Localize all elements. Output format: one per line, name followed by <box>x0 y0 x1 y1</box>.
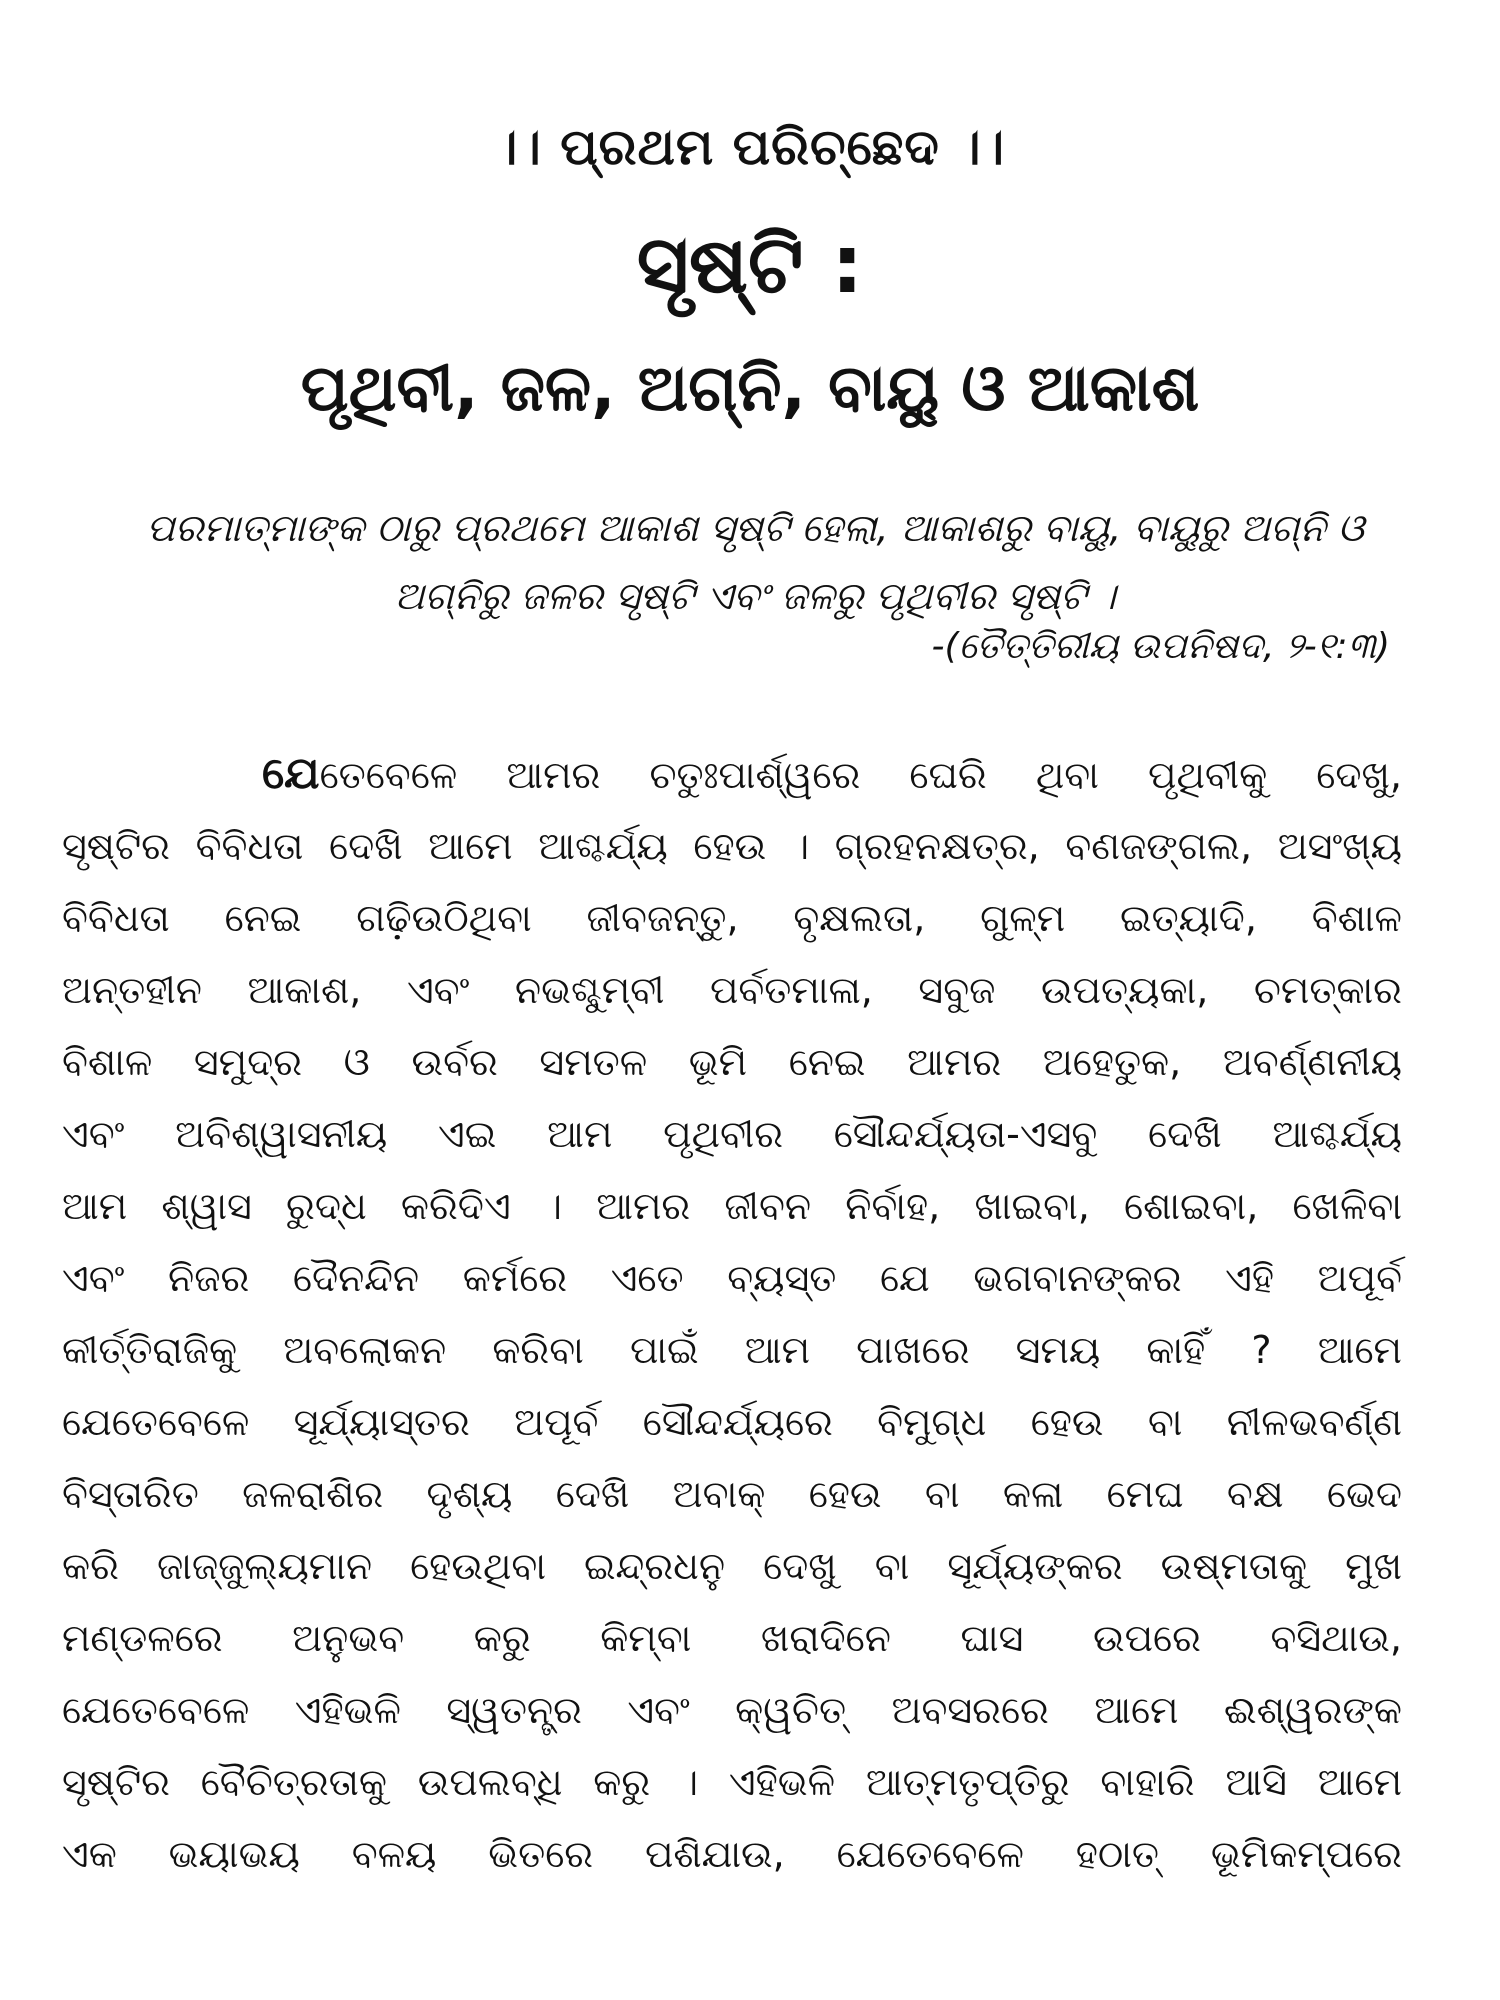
page-title: ସୃଷ୍ଟି : <box>636 218 864 311</box>
paragraph-line: ବିସ୍ତାରିତ ଜଳରାଶିର ଦୃଶ୍ୟ ଦେଖି ଅବାକ୍ ହେଉ ବା କଳା ମେଘ ବକ୍ଷ ଭେଦ <box>62 1472 1402 1516</box>
paragraph-line: କୀର୍ତ୍ତିରାଜିକୁ ଅବଲୋକନ କରିବା ପାଇଁ ଆମ ପାଖରେ ସମୟ କାହିଁ ? ଆମେ <box>62 1328 1402 1372</box>
epigraph-line: ପରମାତ୍ମାଙ୍କ ଠାରୁ ପ୍ରଥମେ ଆକାଶ ସୃଷ୍ଟି ହେଲା, ଆକାଶରୁ ବାୟୁ, ବାୟୁରୁ ଅଗ୍ନି ଓ <box>146 506 1364 550</box>
paragraph-line: ଆମ ଶ୍ୱାସ ରୁଦ୍ଧ କରିଦିଏ । ଆମର ଜୀବନ ନିର୍ବାହ, ଖାଇବା, ଶୋଇବା, ଖେଳିବା <box>62 1184 1402 1228</box>
paragraph-line <box>62 738 1402 810</box>
paragraph-line: ଏକ ଭୟାଭୟ ବଳୟ ଭିତରେ ପଶିଯାଉ, ଯେତେବେଳେ ହଠାତ୍ ଭୂମିକମ୍ପରେ <box>62 1832 1402 1876</box>
epigraph <box>110 494 1400 630</box>
paragraph-line: ବିବିଧତା ନେଇ ଗଢ଼ିଉଠିଥିବା ଜୀବଜନ୍ତୁ, ବୃକ୍ଷଲତା, ଗୁଳ୍ମ ଇତ୍ୟାଦି, ବିଶାଳ <box>62 896 1402 940</box>
chapter-heading: ।। ପ୍ରଥମ ପରିଚ୍ଛେଦ ।। <box>494 118 1006 176</box>
paragraph-line: ବିଶାଳ ସମୁଦ୍ର ଓ ଉର୍ବର ସମତଳ ଭୂମି ନେଇ ଆମର ଅହେତୁକ, ଅବର୍ଣ୍ଣନୀୟ <box>62 1040 1402 1084</box>
paragraph-line: ଯେତେବେଳେ ସୂର୍ଯ୍ୟାସ୍ତର ଅପୂର୍ବ ସୌନ୍ଦର୍ଯ୍ୟରେ ବିମୁଗ୍ଧ ହେଉ ବା ନୀଳଭବର୍ଣ୍ଣ <box>62 1400 1402 1444</box>
paragraph-line: ଯେତେବେଳେ ଏହିଭଳି ସ୍ୱତନ୍ତ୍ର ଏବଂ କ୍ୱଚିତ୍ ଅବସରରେ ଆମେ ଈଶ୍ୱରଙ୍କ <box>62 1688 1402 1732</box>
epigraph-citation: -(ତୈତ୍ତିରୀୟ ଉପନିଷଦ, ୨-୧:୩) <box>931 626 1390 667</box>
paragraph-line: ମଣ୍ଡଳରେ ଅନୁଭବ କରୁ କିମ୍ବା ଖରାଦିନେ ଘାସ ଉପରେ ବସିଥାଉ, <box>62 1616 1402 1660</box>
body-paragraph <box>62 738 1402 1890</box>
paragraph-line-text: ତେବେଳେ ଆମର ଚତୁଃପାର୍ଶ୍ୱରେ ଘେରି ଥିବା ପୃଥିବୀକୁ ଦେଖୁ, <box>319 753 1402 797</box>
page-subtitle: ପୃଥିବୀ, ଜଳ, ଅଗ୍ନି, ବାୟୁ ଓ ଆକାଶ <box>300 352 1200 426</box>
paragraph-first-word: ଯେ <box>262 748 320 799</box>
paragraph-line: ଏବଂ ନିଜର ଦୈନନ୍ଦିନ କର୍ମରେ ଏତେ ବ୍ୟସ୍ତ ଯେ ଭଗବାନଙ୍କର ଏହି ଅପୂର୍ବ <box>62 1256 1402 1300</box>
paragraph-line: କରି ଜାଜ୍ଜୁଲ୍ୟମାନ ହେଉଥିବା ଇନ୍ଦ୍ରଧନୁ ଦେଖୁ ବା ସୂର୍ଯ୍ୟଙ୍କର ଉଷ୍ମତାକୁ ମୁଖ <box>62 1544 1402 1588</box>
paragraph-line: ଅନ୍ତହୀନ ଆକାଶ, ଏବଂ ନଭଶ୍ଚୁମ୍ବୀ ପର୍ବତମାଳା, ସବୁଜ ଉପତ୍ୟକା, ଚମତ୍କାର <box>62 968 1402 1012</box>
paragraph-line: ସୃଷ୍ଟିର ବୈଚିତ୍ରତାକୁ ଉପଲବ୍ଧି କରୁ । ଏହିଭଳି ଆତ୍ମତୃପ୍ତିରୁ ବାହାରି ଆସି ଆମେ <box>62 1760 1402 1804</box>
epigraph-line: ଅଗ୍ନିରୁ ଜଳର ସୃଷ୍ଟି ଏବଂ ଜଳରୁ ପୃଥିବୀର ସୃଷ୍ଟି । <box>394 574 1116 618</box>
paragraph-line: ସୃଷ୍ଟିର ବିବିଧତା ଦେଖି ଆମେ ଆଶ୍ଚର୍ଯ୍ୟ ହେଉ । ଗ୍ରହନକ୍ଷତ୍ର, ବଣଜଙ୍ଗଲ, ଅସଂଖ୍ୟ <box>62 824 1402 868</box>
paragraph-line: ଏବଂ ଅବିଶ୍ୱାସନୀୟ ଏଇ ଆମ ପୃଥିବୀର ସୌନ୍ଦର୍ଯ୍ୟତା-ଏସବୁ ଦେଖି ଆଶ୍ଚର୍ଯ୍ୟ <box>62 1112 1402 1156</box>
